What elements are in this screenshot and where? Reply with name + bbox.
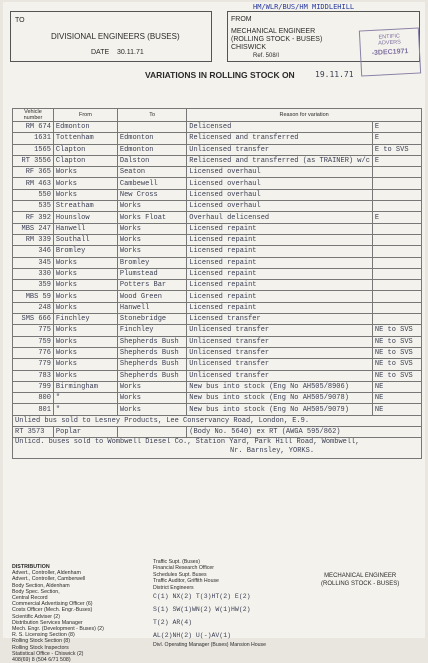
distribution-line: Central Record (12, 595, 48, 602)
to-label: TO (15, 17, 25, 24)
unlic-line-2: Unlicd. buses sold to Wombwell Diesel Co., Station Yard, Park Hill Road, Wombwell, (15, 438, 360, 447)
row-reason: Overhaul delicensed (187, 212, 373, 223)
row-to (117, 122, 186, 133)
distribution-line: Commercial Advertising Officer (6) (12, 601, 93, 608)
table-row (13, 302, 422, 313)
signature-block (321, 572, 399, 588)
table-row (13, 359, 422, 370)
row-to: Works (117, 223, 186, 234)
from-label: FROM (231, 16, 252, 23)
distribution-mid-line: Traffic Auditor, Griffith House (153, 578, 219, 585)
table-header-row (13, 109, 422, 122)
row-vehicle: 783 (13, 370, 54, 381)
distribution-line: Rolling Stock Section (8) (12, 638, 70, 645)
table-row (13, 133, 422, 144)
row-from: Southall (53, 234, 117, 245)
distribution-line: Advert., Controller, Aldenham (12, 570, 81, 577)
distribution-lines (12, 570, 104, 663)
row-vehicle: 550 (13, 189, 54, 200)
row-code (372, 223, 421, 234)
table-row (13, 314, 422, 325)
table-row (13, 427, 422, 438)
row-to: Finchley (117, 325, 186, 336)
distribution-line: Body Section, Aldenham (12, 582, 70, 589)
row-reason: Licensed overhaul (187, 178, 373, 189)
from-name-1: MECHANICAL ENGINEER (231, 28, 316, 35)
unlic-cell-2 (13, 438, 422, 459)
distribution-line: R. S. Licensing Section (8) (12, 632, 75, 639)
row-vehicle: 248 (13, 302, 54, 313)
row-reason: Relicensed and transferred (187, 133, 373, 144)
table-row (13, 234, 422, 245)
col-from: From (53, 109, 117, 122)
row-from: Hanwell (53, 223, 117, 234)
table-row (13, 336, 422, 347)
row-reason: Unlicensed transfer (187, 336, 373, 347)
row-to: Potters Bar (117, 280, 186, 291)
distribution-line: Body Spec. Section, (12, 588, 60, 595)
row-vehicle: 775 (13, 325, 54, 336)
row-reason: Relicensed and transferred (as TRAINER) w/c (187, 155, 373, 166)
from-name-2: (ROLLING STOCK - BUSES) (231, 36, 323, 43)
table-row (13, 246, 422, 257)
row-reason: Licensed repaint (187, 268, 373, 279)
row-code (372, 189, 421, 200)
row-vehicle: RM 674 (13, 122, 54, 133)
row-code: E (372, 122, 421, 133)
table-row (13, 393, 422, 404)
row-to: Shepherds Bush (117, 370, 186, 381)
row-reason: Licensed overhaul (187, 189, 373, 200)
row-to: Works (117, 246, 186, 257)
row-to: Works (117, 381, 186, 392)
row-code: NE (372, 381, 421, 392)
row-reason: Licensed repaint (187, 280, 373, 291)
row-code (372, 302, 421, 313)
row-code: NE to SVS (372, 336, 421, 347)
row-reason: Unlicensed transfer (187, 370, 373, 381)
code-line: S(1) SW(1)WN(2) W(1)HW(2) (153, 606, 251, 613)
row-to: Works (117, 234, 186, 245)
unlic-line-3: Nr. Barnsley, YORKS. (230, 447, 315, 456)
table-row (13, 325, 422, 336)
row-from: Hounslow (53, 212, 117, 223)
distribution-line: Mech. Engr. (Development - Buses) (2) (12, 626, 104, 633)
row-from: Works (53, 167, 117, 178)
table-row (13, 144, 422, 155)
row-vehicle: RF 365 (13, 167, 54, 178)
row-vehicle: 1631 (13, 133, 54, 144)
row-vehicle: 779 (13, 359, 54, 370)
row-reason: Licensed repaint (187, 257, 373, 268)
table-row (13, 223, 422, 234)
row-reason: New bus into stock (Eng No AH505/9078) (187, 393, 373, 404)
row-to: Works Float (117, 212, 186, 223)
row-code (372, 234, 421, 245)
row-reason: Unlicensed transfer (187, 144, 373, 155)
row-from: Tottenham (53, 133, 117, 144)
row-code (372, 178, 421, 189)
row-vehicle: 801 (13, 404, 54, 415)
row-to: New Cross (117, 189, 186, 200)
rt-reason: (Body No. 5640) ex RT (AWGA 595/862) (187, 427, 422, 438)
distribution-mid-line: Traffic Supt. (Buses) (153, 559, 200, 565)
row-reason: Licensed repaint (187, 291, 373, 302)
distribution-line: Advert., Controller, Camberwell (12, 576, 86, 583)
row-code: NE to SVS (372, 359, 421, 370)
distribution-line: Rolling Stock Inspectors (12, 644, 69, 651)
row-code: E to SVS (372, 144, 421, 155)
table-row (13, 257, 422, 268)
row-vehicle: 535 (13, 201, 54, 212)
row-from: Works (53, 291, 117, 302)
row-from: Works (53, 280, 117, 291)
row-from: Works (53, 359, 117, 370)
from-name-3: CHISWICK (231, 44, 266, 51)
row-code (372, 167, 421, 178)
code-line: C(1) NX(2) T(3)HT(2) E(2) (153, 593, 251, 600)
table-row (13, 155, 422, 166)
title-date: 19.11.71 (315, 70, 354, 79)
table-row (13, 212, 422, 223)
code-line: T(2) AR(4) (153, 619, 193, 626)
unlic-line-1: Unlied bus sold to Lesney Products, Lee Conservancy Road, London, E.9. (13, 415, 422, 426)
row-from: Works (53, 325, 117, 336)
row-vehicle: 346 (13, 246, 54, 257)
row-vehicle: 330 (13, 268, 54, 279)
to-box (10, 11, 212, 62)
row-code: NE to SVS (372, 347, 421, 358)
row-to: Stonebridge (117, 314, 186, 325)
row-from: Edmonton (53, 122, 117, 133)
row-reason: Licensed overhaul (187, 201, 373, 212)
table-row (13, 167, 422, 178)
date-label: DATE (91, 49, 110, 56)
row-from: Finchley (53, 314, 117, 325)
row-reason: Licensed repaint (187, 302, 373, 313)
row-reason: Licensed overhaul (187, 167, 373, 178)
row-to: Edmonton (117, 144, 186, 155)
row-vehicle: SMS 666 (13, 314, 54, 325)
row-from: Works (53, 302, 117, 313)
table-row (13, 370, 422, 381)
row-vehicle: MBS 247 (13, 223, 54, 234)
row-to: Bromley (117, 257, 186, 268)
row-to: Shepherds Bush (117, 336, 186, 347)
row-from: " (53, 393, 117, 404)
row-to: Seaton (117, 167, 186, 178)
distribution-line: Costs Officer (Mech. Engr.-Buses) (12, 607, 93, 614)
row-code: NE to SVS (372, 325, 421, 336)
row-from: Works (53, 347, 117, 358)
page-title: VARIATIONS IN ROLLING STOCK ON (145, 70, 295, 80)
row-from: Works (53, 257, 117, 268)
row-to: Dalston (117, 155, 186, 166)
table-row (13, 268, 422, 279)
col-reason: Reason for variation (187, 109, 422, 122)
row-code (372, 291, 421, 302)
row-reason: Unlicensed transfer (187, 359, 373, 370)
row-vehicle: RM 463 (13, 178, 54, 189)
distribution-line: Statistical Office - Chiswick (2) (12, 650, 84, 657)
rt-to (117, 427, 186, 438)
stamp-line-2: ADVERS (378, 39, 401, 47)
row-from: " (53, 404, 117, 415)
table-row (13, 280, 422, 291)
row-code: E (372, 212, 421, 223)
unlic-row-1 (13, 415, 422, 426)
distribution-mid-line: District Engineers (153, 584, 194, 591)
row-to: Shepherds Bush (117, 347, 186, 358)
row-code (372, 257, 421, 268)
col-vehicle: Vehicle number (13, 109, 54, 122)
row-from: Clapton (53, 144, 117, 155)
row-code (372, 201, 421, 212)
row-from: Works (53, 336, 117, 347)
row-from: Works (53, 178, 117, 189)
row-code (372, 246, 421, 257)
row-vehicle: RF 392 (13, 212, 54, 223)
row-to: Cambewell (117, 178, 186, 189)
distribution-mid-lines (153, 559, 219, 591)
row-reason: Unlicensed transfer (187, 325, 373, 336)
row-to: Hanwell (117, 302, 186, 313)
row-vehicle: 1565 (13, 144, 54, 155)
variations-table (12, 108, 422, 459)
date-value: 30.11.71 (117, 49, 144, 56)
row-from: Works (53, 189, 117, 200)
row-reason: Licensed repaint (187, 234, 373, 245)
row-from: Bromley (53, 246, 117, 257)
row-code: NE (372, 393, 421, 404)
row-reason: Licensed repaint (187, 223, 373, 234)
row-reason: Licensed transfer (187, 314, 373, 325)
distribution-list (12, 564, 104, 663)
ref-number: Ref. 508/I (253, 53, 280, 59)
row-reason: Unlicensed transfer (187, 347, 373, 358)
row-reason: Licensed repaint (187, 246, 373, 257)
row-to: Edmonton (117, 133, 186, 144)
table-row (13, 404, 422, 415)
row-vehicle: MBS 59 (13, 291, 54, 302)
codes-footer: Divl. Operating Manager (Buses) Mansion House (153, 642, 267, 648)
stamp-line-1: ENTIFIC (378, 33, 401, 41)
unlic-row-2 (13, 438, 422, 459)
table-row (13, 347, 422, 358)
col-to: To (117, 109, 186, 122)
sign-line-2: (ROLLING STOCK - BUSES) (321, 581, 400, 587)
row-vehicle: 800 (13, 393, 54, 404)
row-to: Plumstead (117, 268, 186, 279)
distribution-mid-line: Financial Research Officer (153, 565, 215, 572)
row-to: Works (117, 393, 186, 404)
row-reason: New bus into stock (Eng No AH505/9079) (187, 404, 373, 415)
table-row (13, 381, 422, 392)
rt-vehicle: RT 3573 (13, 427, 54, 438)
row-vehicle: RM 339 (13, 234, 54, 245)
row-code (372, 314, 421, 325)
row-vehicle: 359 (13, 280, 54, 291)
table-row (13, 122, 422, 133)
row-vehicle: 345 (13, 257, 54, 268)
row-to: Wood Green (117, 291, 186, 302)
table-row (13, 178, 422, 189)
distribution-mid-line: Schedules Supt. Buses (153, 571, 207, 578)
row-code: E (372, 155, 421, 166)
row-to: Works (117, 404, 186, 415)
document-sheet (3, 2, 425, 663)
row-code: E (372, 133, 421, 144)
table-row (13, 189, 422, 200)
distribution-line: Scientific Adviser (2) (12, 613, 60, 620)
distribution-line: 408(69) 8 (504 6/71 508) (12, 657, 71, 663)
table-row (13, 201, 422, 212)
to-name: DIVISIONAL ENGINEERS (BUSES) (51, 32, 180, 41)
row-from: Clapton (53, 155, 117, 166)
distribution-line: Distribution Services Manager (12, 619, 83, 626)
row-code (372, 268, 421, 279)
row-vehicle: RT 3556 (13, 155, 54, 166)
row-reason: New bus into stock (Eng No AH505/8906) (187, 381, 373, 392)
received-stamp (359, 27, 421, 76)
code-line: AL(2)NH(2) U(-)AV(1) (153, 632, 232, 639)
row-reason: Delicensed (187, 122, 373, 133)
row-vehicle: 799 (13, 381, 54, 392)
row-from: Birmingham (53, 381, 117, 392)
row-to: Works (117, 201, 186, 212)
row-from: Streatham (53, 201, 117, 212)
row-vehicle: 759 (13, 336, 54, 347)
rt-from: Poplar (53, 427, 117, 438)
table-row (13, 291, 422, 302)
codes-lines (153, 590, 266, 642)
row-to: Shepherds Bush (117, 359, 186, 370)
distribution-mid (153, 559, 219, 591)
row-from: Works (53, 268, 117, 279)
distribution-title: DISTRIBUTION (12, 564, 50, 570)
row-code: NE (372, 404, 421, 415)
row-from: Works (53, 370, 117, 381)
row-vehicle: 776 (13, 347, 54, 358)
handwritten-routing: HM/WLR/BUS/HM MIDDLEHILL (253, 3, 355, 11)
table-body (13, 122, 422, 416)
row-code: NE to SVS (372, 370, 421, 381)
sign-line-1: MECHANICAL ENGINEER (324, 573, 397, 579)
stamp-date: -3DEC1971 (371, 48, 409, 57)
row-code (372, 280, 421, 291)
